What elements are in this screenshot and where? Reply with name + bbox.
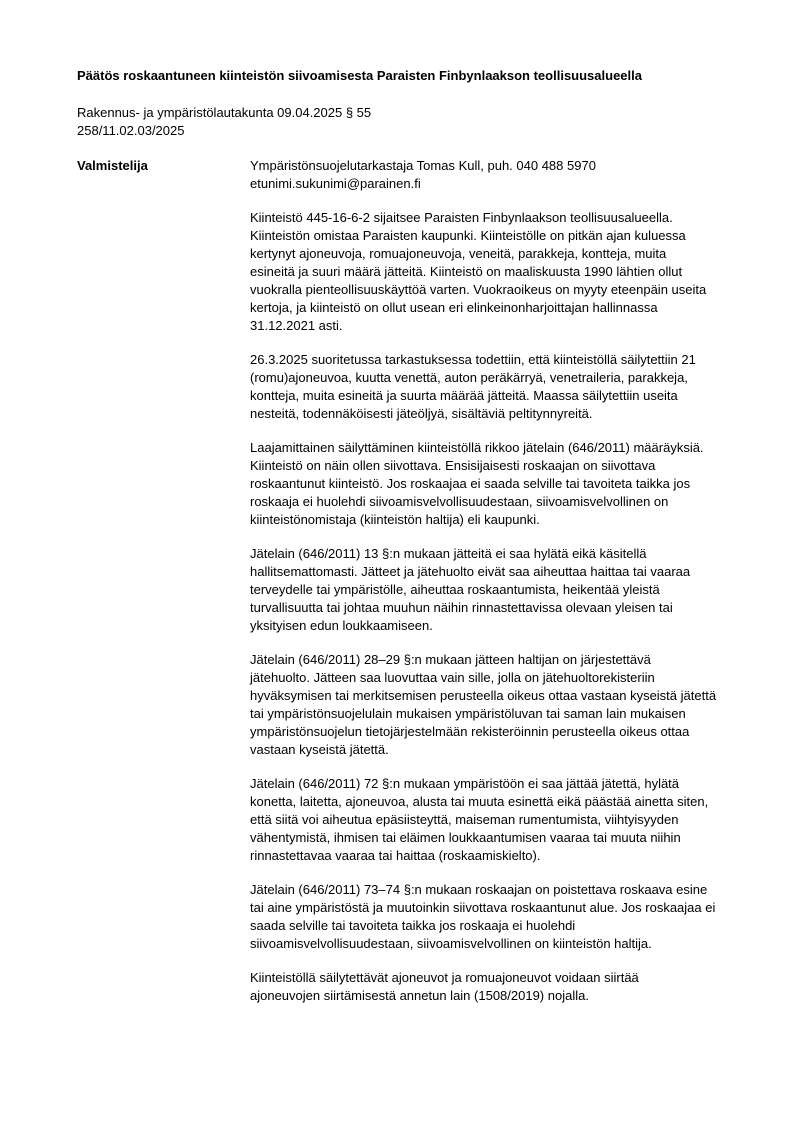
paragraph-line: saada selville tai tavoiteta taikka jos roskaaja ei huolehdi	[250, 918, 576, 933]
paragraph-line: roskaaja ei huolehdi siivoamisvelvollisuudestaan, siivoamisvelvollinen on	[250, 494, 669, 509]
paragraph-line: (romu)ajoneuvoa, kuutta venettä, auton peräkärryä, venetraileria, parakkeja,	[250, 370, 688, 385]
paragraph-line: roskaantunut kiinteistö. Jos roskaajaa ei saada selville tai tavoiteta taikka jos	[250, 476, 691, 491]
paragraph-line: Kiinteistöllä säilytettävät ajoneuvot ja romuajoneuvot voidaan siirtää	[250, 970, 639, 985]
body-paragraph	[250, 775, 750, 865]
paragraph-line: että siitä voi aiheutua epäsiisteyttä, maiseman rumentumista, viihtyisyyden	[250, 812, 679, 827]
body-paragraph	[250, 651, 750, 759]
paragraph-line: konetta, laitetta, ajoneuvoa, alusta tai muuta esinettä eikä päästää ainetta siten,	[250, 794, 709, 809]
meeting-line: Rakennus- ja ympäristölautakunta 09.04.2025 § 55	[77, 105, 372, 120]
paragraph-line: hallitsemattomasti. Jätteet ja jätehuolto eivät saa aiheuttaa haittaa tai vaaraa	[250, 564, 691, 579]
body-paragraph	[250, 351, 750, 423]
body-paragraph	[250, 545, 750, 635]
paragraph-line: rinnastettavaa vaaraa tai haittaa (roskaamiskielto).	[250, 848, 541, 863]
body-paragraph	[250, 157, 750, 193]
paragraph-line: kiinteistönomistaja (kiinteistön haltija) eli kaupunki.	[250, 512, 540, 527]
paragraph-line: jätehuolto. Jätteen saa luovuttaa vain sille, jolla on jätehuoltorekisteriin	[250, 670, 655, 685]
paragraph-line: siivoamisvelvollisuudestaan, siivoamisvelvollinen on kiinteistön haltija.	[250, 936, 652, 951]
paragraph-line: etunimi.sukunimi@parainen.fi	[250, 176, 421, 191]
paragraph-line: tai aine ympäristöstä ja muutoinkin siivottava roskaantunut alue. Jos roskaajaa ei	[250, 900, 716, 915]
paragraph-line: ajoneuvojen siirtämisestä annetun lain (1508/2019) nojalla.	[250, 988, 589, 1003]
paragraph-line: tai ympäristönsuojelulain mukaisen ympäristöluvan tai saman lain mukaisen	[250, 706, 686, 721]
paragraph-line: turvallisuutta tai johtaa muuhun näihin rinnastettavissa olevaan yleisen tai	[250, 600, 673, 615]
paragraph-line: kertoja, ja kiinteistö on ollut usean eri elinkeinonharjoittajan hallinnassa	[250, 300, 658, 315]
paragraph-line: Jätelain (646/2011) 28–29 §:n mukaan jätteen haltijan on järjestettävä	[250, 652, 651, 667]
paragraph-line: Laajamittainen säilyttäminen kiinteistöllä rikkoo jätelain (646/2011) määräyksiä.	[250, 440, 704, 455]
paragraph-line: Kiinteistön omistaa Paraisten kaupunki. Kiinteistölle on pitkän ajan kuluessa	[250, 228, 686, 243]
paragraph-line: 26.3.2025 suoritetussa tarkastuksessa todettiin, että kiinteistöllä säilytettiin 21	[250, 352, 696, 367]
paragraph-line: Jätelain (646/2011) 73–74 §:n mukaan roskaajan on poistettava roskaava esine	[250, 882, 708, 897]
paragraph-line: yksityisen edun loukkaamiseen.	[250, 618, 433, 633]
body-paragraph	[250, 969, 750, 1005]
document-body	[250, 157, 750, 1021]
paragraph-line: kontteja, muita esineitä ja suurta määrää jätteitä. Maassa säilytettiin useita	[250, 388, 678, 403]
paragraph-line: hyväksymisen tai merkitsemisen perusteella oikeus ottaa vastaan kyseistä jätettä	[250, 688, 717, 703]
preparer-label: Valmistelija	[77, 158, 148, 173]
paragraph-line: kertynyt ajoneuvoja, romuajoneuvoja, veneitä, parakkeja, kontteja, muita	[250, 246, 667, 261]
body-paragraph	[250, 881, 750, 953]
paragraph-line: Jätelain (646/2011) 13 §:n mukaan jätteitä ei saa hylätä eikä käsitellä	[250, 546, 647, 561]
paragraph-line: 31.12.2021 asti.	[250, 318, 343, 333]
paragraph-line: vähentymistä, ihmisen tai eläimen loukkaantumisen vaaraa tai muuta niihin	[250, 830, 681, 845]
reference-number: 258/11.02.03/2025	[77, 123, 185, 138]
body-paragraph	[250, 439, 750, 529]
paragraph-line: ympäristönsuojelun tietojärjestelmään rekisteröinnin perusteella oikeus ottaa	[250, 724, 690, 739]
paragraph-line: vuokralla pienteollisuuskäyttöä varten. Vuokraoikeus on myyty eteenpäin useita	[250, 282, 707, 297]
document-title: Päätös roskaantuneen kiinteistön siivoamisesta Paraisten Finbynlaakson teollisuusalueella	[77, 68, 642, 83]
paragraph-line: Kiinteistö on näin ollen siivottava. Ensisijaisesti roskaajan on siivottava	[250, 458, 656, 473]
paragraph-line: vastaan kyseistä jätettä.	[250, 742, 389, 757]
paragraph-line: Jätelain (646/2011) 72 §:n mukaan ympäristöön ei saa jättää jätettä, hylätä	[250, 776, 680, 791]
paragraph-line: terveydelle tai ympäristölle, aiheuttaa roskaantumista, heikentää yleistä	[250, 582, 660, 597]
paragraph-line: esineitä ja suuri määrä jätteitä. Kiinteistö on maaliskuusta 1990 lähtien ollut	[250, 264, 683, 279]
paragraph-line: Ympäristönsuojelutarkastaja Tomas Kull, puh. 040 488 5970	[250, 158, 596, 173]
paragraph-line: nesteitä, todennäköisesti jäteöljyä, sisältäviä peltitynnyreitä.	[250, 406, 593, 421]
body-paragraph	[250, 209, 750, 335]
paragraph-line: Kiinteistö 445-16-6-2 sijaitsee Paraisten Finbynlaakson teollisuusalueella.	[250, 210, 673, 225]
